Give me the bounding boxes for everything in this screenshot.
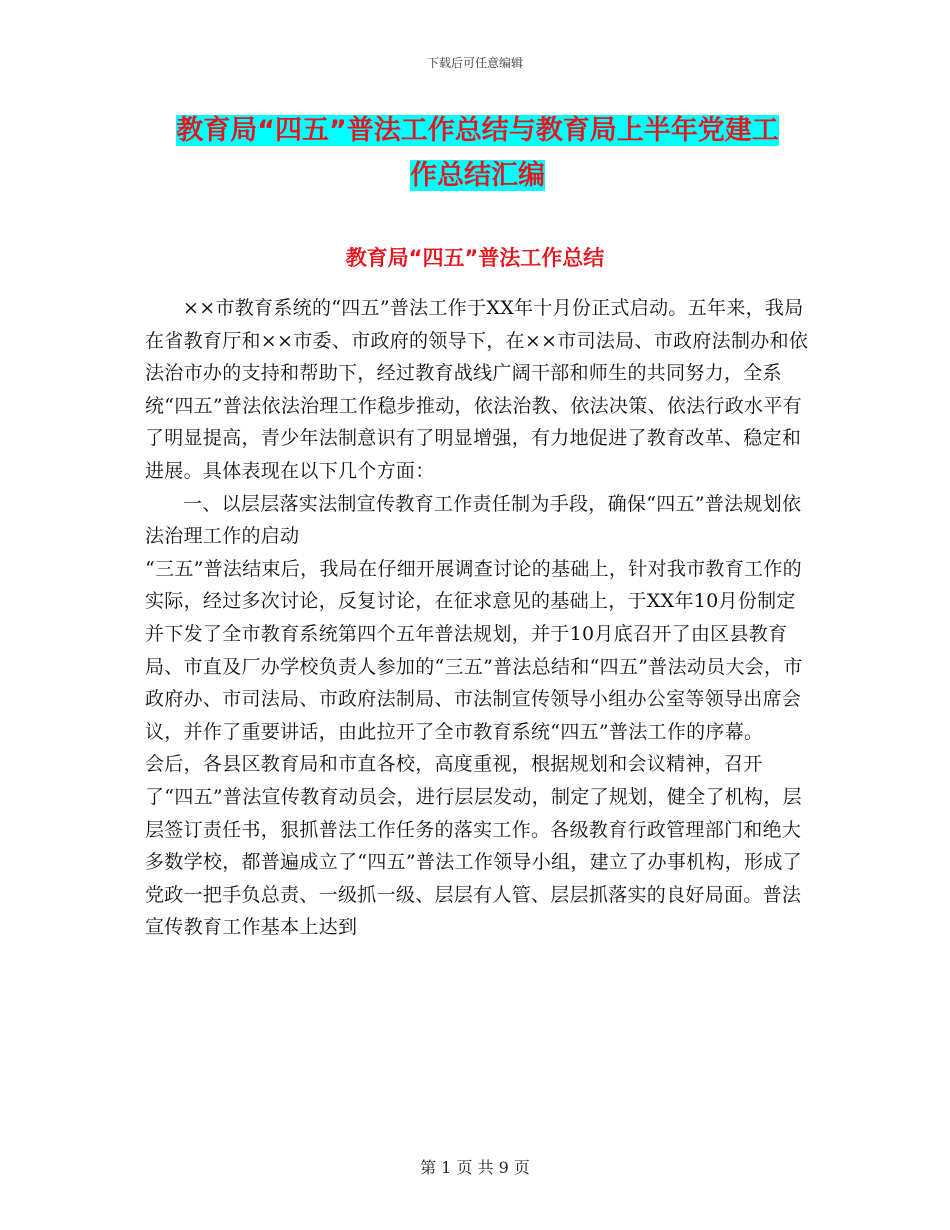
paragraph-planning: “三五”普法结束后，我局在仔细开展调查讨论的基础上，针对我市教育工作的实际，经过多次讨论，反复讨论，在征求意见的基础上，于XX年10月份制定并下发了全市教育系统第四个五年普法规划，并于10月底召开了由区县教育局、市直及厂办学校负责人参加的“三五”普法总结和“四五”普法动员大会，市政府办、市司法局、市政府法制局、市法制宣传领导小组办公室等领导出席会议，并作了重要讲话，由此拉开了全市教育系统“四五”普法工作的序幕。 (145, 557, 803, 743)
paragraph-followup: 会后，各县区教育局和市直各校，高度重视，根据规划和会议精神，召开了“四五”普法宣传教育动员会，进行层层发动，制定了规划，健全了机构，层层签订责任书，狠抓普法工作任务的落实工作。各级教育行政管理部门和绝大多数学校，都普遍成立了“四五”普法工作领导小组，建立了办事机构，形成了党政一把手负总责、一级抓一级、层层有人管、层层抓落实的良好局面。普法宣传教育工作基本上达到 (145, 753, 802, 939)
main-title-line2: 作总结汇编 (410, 160, 545, 191)
document-main-title (145, 108, 810, 198)
paragraph-section-heading: 一、以层层落实法制宣传教育工作责任制为手段，确保“四五”普法规划依法治理工作的启动 (145, 492, 802, 548)
header-note: 下载后可任意编辑 (426, 56, 523, 70)
paragraph-intro: ××市教育系统的“四五”普法工作于XX年十月份正式启动。五年来，我局在省教育厅和××市委、市政府的领导下，在××市司法局、市政府法制办和依法治市办的支持和帮助下，经过教育战线广阔干部和师生的共同努力，全系统“四五”普法依法治理工作稳步推动，依法治教、依法决策、依法行政水平有了明显提高，青少年法制意识有了明显增强，有力地促进了教育改革、稳定和进展。具体表现在以下几个方面： (145, 297, 809, 482)
page-number-footer: 第 1 页 共 9 页 (420, 1158, 530, 1177)
main-title-line1: 教育局“四五”普法工作总结与教育局上半年党建工 (176, 115, 779, 146)
document-body (145, 292, 810, 944)
section-title: 教育局“四五”普法工作总结 (345, 246, 605, 270)
